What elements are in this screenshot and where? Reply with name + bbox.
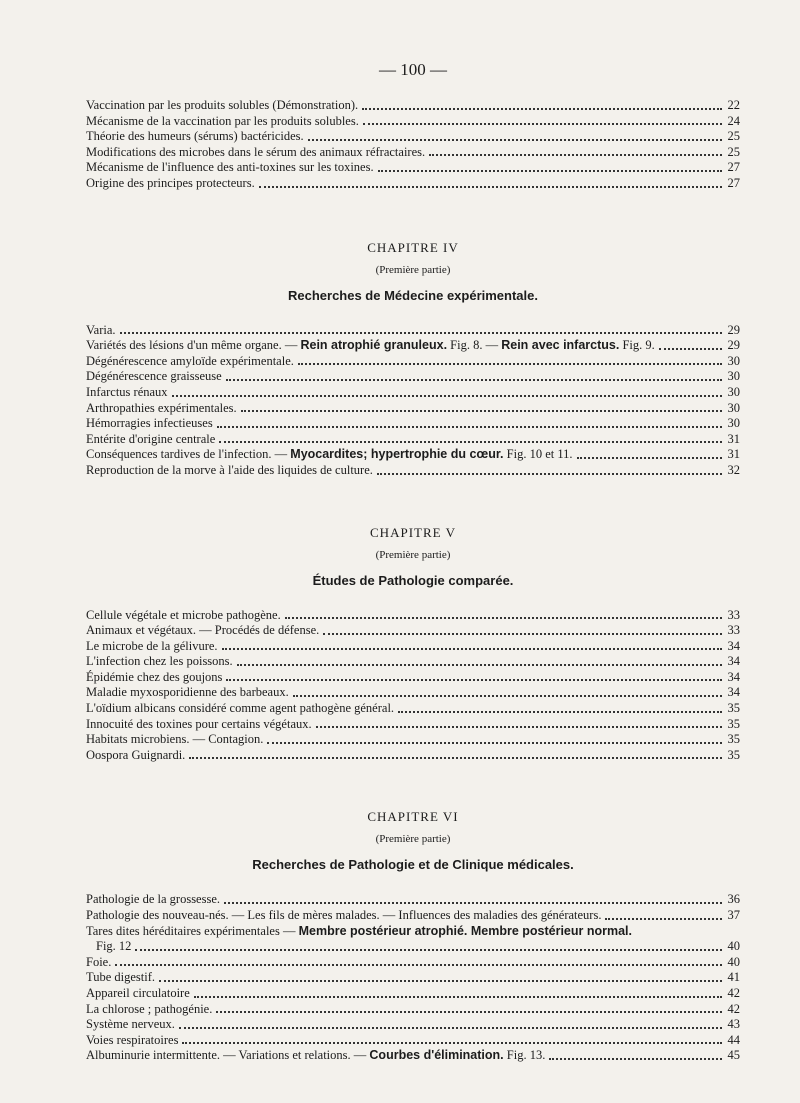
entry-label: Système nerveux. — [86, 1017, 175, 1032]
entry-label: Reproduction de la morve à l'aide des liquides de culture. — [86, 462, 373, 477]
entry-label: Origine des principes protecteurs. — [86, 175, 255, 190]
leader-dots — [316, 726, 722, 728]
entry-label-text: Conséquences tardives de l'infection. — — [86, 447, 288, 462]
chapter-part: (Première partie) — [375, 263, 451, 276]
entry-label-text: Tares dites héréditaires expérimentales — — [86, 923, 296, 938]
leader-dots — [605, 918, 722, 920]
entry-page: 34 — [727, 669, 740, 684]
entry-page: 29 — [727, 338, 740, 353]
entry-page: 41 — [727, 970, 740, 985]
leader-dots — [323, 633, 722, 635]
leader-dots — [237, 664, 722, 666]
toc-entry — [86, 463, 740, 479]
entry-label: Voies respiratoires — [86, 1032, 179, 1047]
toc-entry — [86, 908, 740, 924]
toc-entry — [86, 401, 740, 417]
leader-dots — [577, 457, 723, 459]
entry-page: 43 — [727, 1017, 740, 1032]
entry-label: Arthropathies expérimentales. — [86, 400, 237, 415]
toc-page — [86, 60, 740, 1064]
toc-entry — [86, 1017, 740, 1033]
entry-page: 31 — [727, 447, 740, 462]
leader-dots — [135, 949, 722, 951]
entry-label: Hémorragies infectieuses — [86, 416, 213, 431]
entry-page: 29 — [727, 322, 740, 337]
chapter-part: (Première partie) — [375, 548, 451, 561]
entry-label: L'infection chez les poissons. — [86, 654, 233, 669]
entry-page: 30 — [727, 353, 740, 368]
entry-label: Animaux et végétaux. — Procédés de défense. — [86, 623, 320, 638]
entry-rest-text: Fig. 10 et 11. — [503, 447, 573, 462]
leader-dots — [226, 679, 722, 681]
toc-entry — [86, 338, 740, 354]
entry-label: Foie. — [86, 954, 112, 969]
leader-dots — [224, 902, 722, 904]
entry-page: 30 — [727, 384, 740, 399]
entry-page: 33 — [727, 607, 740, 622]
toc-entry — [86, 354, 740, 370]
toc-entry — [86, 654, 740, 670]
toc-entry — [86, 129, 740, 145]
leader-dots — [219, 441, 722, 443]
leader-dots — [259, 186, 722, 188]
leader-dots — [216, 1011, 722, 1013]
toc-entry — [86, 176, 740, 192]
leader-dots — [363, 123, 722, 125]
leader-dots — [362, 108, 722, 110]
leader-dots — [182, 1042, 722, 1044]
entry-label: La chlorose ; pathogénie. — [86, 1001, 213, 1016]
chapter-part: (Première partie) — [375, 833, 451, 846]
entry-label: Mécanisme de l'influence des anti-toxines sur les toxines. — [86, 160, 374, 175]
toc-entry — [86, 970, 740, 986]
entry-cont-text: Fig. 12 — [96, 939, 132, 954]
toc-entry — [86, 432, 740, 448]
leader-dots — [115, 964, 722, 966]
toc-entry — [86, 732, 740, 748]
toc-entry — [86, 608, 740, 624]
leader-dots — [226, 379, 722, 381]
toc-entry — [86, 114, 740, 130]
toc-entry — [86, 145, 740, 161]
entry-bold-text: Myocardites; hypertrophie du cœur. — [290, 447, 504, 462]
toc-entry — [86, 160, 740, 176]
entry-bold-text: Membre postérieur atrophié. Membre postérieur normal. — [298, 923, 633, 938]
leader-dots — [659, 348, 722, 350]
toc-entry — [86, 369, 740, 385]
entry-label-text: Variétés des lésions d'un même organe. — — [86, 338, 298, 353]
entry-page: 27 — [727, 160, 740, 175]
entry-label — [86, 447, 573, 463]
leader-dots — [378, 170, 722, 172]
toc-entry — [86, 385, 740, 401]
toc-entry — [86, 701, 740, 717]
leader-dots — [189, 757, 722, 759]
entry-label — [86, 924, 740, 940]
entry-page: 31 — [727, 431, 740, 446]
chapter-v-header — [86, 525, 740, 588]
entry-page: 37 — [727, 908, 740, 923]
entry-label: Maladie myxosporidienne des barbeaux. — [86, 685, 289, 700]
entry-label — [86, 338, 655, 354]
chapter-vi-header — [86, 809, 740, 872]
entry-page: 22 — [727, 98, 740, 112]
leader-dots — [241, 410, 722, 412]
toc-entry — [86, 892, 740, 908]
toc-entry — [86, 748, 740, 764]
entry-page: 44 — [727, 1032, 740, 1047]
leader-dots — [285, 617, 722, 619]
entry-page: 34 — [727, 654, 740, 669]
chapter-title: CHAPITRE IV — [367, 239, 459, 255]
leader-dots — [429, 154, 722, 156]
entry-label: Appareil circulatoire — [86, 986, 190, 1000]
leader-dots — [217, 426, 722, 428]
toc-entry — [86, 685, 740, 701]
entry-page: 32 — [727, 462, 740, 477]
intro-entries — [86, 98, 740, 192]
leader-dots — [293, 695, 722, 697]
entry-label: Dégénérescence amyloïde expérimentale. — [86, 353, 294, 368]
leader-dots — [159, 980, 722, 982]
entry-page: 24 — [727, 113, 740, 128]
toc-entry — [86, 639, 740, 655]
entry-bold-text: Rein avec infarctus. — [501, 338, 620, 353]
entry-page: 27 — [727, 175, 740, 190]
entry-label: Pathologie de la grossesse. — [86, 892, 221, 907]
toc-entry — [86, 98, 740, 114]
entry-rest-text: Fig. 13. — [503, 1048, 546, 1063]
entry-page: 30 — [727, 416, 740, 431]
entry-continuation — [86, 939, 740, 955]
entry-page: 35 — [727, 732, 740, 747]
entry-label: Infarctus rénaux — [86, 384, 168, 399]
entry-page: 40 — [727, 954, 740, 969]
leader-dots — [549, 1058, 722, 1060]
entry-label: Cellule végétale et microbe pathogène. — [86, 607, 281, 622]
leader-dots — [398, 711, 722, 713]
entry-label: Tube digestif. — [86, 970, 155, 985]
leader-dots — [222, 648, 722, 650]
entry-label: Entérite d'origine centrale — [86, 431, 216, 446]
entry-page: 34 — [727, 685, 740, 700]
entry-bold-text: Rein atrophié granuleux. — [300, 338, 448, 353]
leader-dots — [194, 996, 722, 998]
toc-entry — [86, 323, 740, 339]
entry-label: Innocuité des toxines pour certains végétaux. — [86, 716, 312, 731]
chapter-heading: Recherches de Pathologie et de Clinique médicales. — [252, 857, 574, 873]
entry-page: 35 — [727, 716, 740, 731]
entry-page: 35 — [727, 701, 740, 716]
chapter-iv-entries — [86, 323, 740, 479]
entry-label: L'oïdium albicans considéré comme agent pathogène général. — [86, 701, 395, 716]
entry-page: 40 — [727, 939, 740, 954]
chapter-v-entries — [86, 608, 740, 764]
entry-rest-text: Fig. 8. — — [447, 338, 499, 353]
toc-entry — [86, 924, 740, 955]
chapter-title: CHAPITRE VI — [367, 809, 459, 825]
entry-page: 34 — [727, 638, 740, 653]
entry-page: 45 — [727, 1048, 740, 1063]
toc-entry — [86, 986, 740, 1002]
entry-label: Vaccination par les produits solubles (Démonstration). — [86, 98, 359, 112]
entry-label: Dégénérescence graisseuse — [86, 369, 222, 384]
entry-page: 30 — [727, 400, 740, 415]
toc-entry — [86, 670, 740, 686]
toc-entry — [86, 717, 740, 733]
entry-label — [86, 1048, 545, 1064]
leader-dots — [377, 473, 722, 475]
chapter-vi-entries — [86, 892, 740, 1064]
entry-label: Épidémie chez des goujons — [86, 669, 223, 684]
leader-dots — [120, 332, 723, 334]
entry-label: Oospora Guignardi. — [86, 747, 186, 762]
entry-page: 25 — [727, 129, 740, 144]
leader-dots — [179, 1027, 722, 1029]
chapter-iv-header — [86, 240, 740, 303]
page-number: — 100 — — [379, 60, 447, 79]
chapter-heading: Études de Pathologie comparée. — [312, 572, 514, 588]
chapter-title: CHAPITRE V — [370, 524, 456, 540]
toc-entry — [86, 1048, 740, 1064]
toc-entry — [86, 1002, 740, 1018]
toc-entry — [86, 955, 740, 971]
entry-page: 35 — [727, 747, 740, 762]
toc-entry — [86, 1033, 740, 1049]
leader-dots — [267, 742, 722, 744]
entry-label: Varia. — [86, 322, 116, 337]
leader-dots — [298, 363, 722, 365]
entry-label-text: Albuminurie intermittente. — Variations et relations. — — [86, 1048, 367, 1063]
toc-entry — [86, 416, 740, 432]
entry-page: 30 — [727, 369, 740, 384]
entry-label: Théorie des humeurs (sérums) bactéricides. — [86, 129, 304, 144]
toc-entry — [86, 623, 740, 639]
entry-label: Modifications des microbes dans le sérum des animaux réfractaires. — [86, 144, 426, 159]
leader-dots — [308, 139, 722, 141]
entry-page: 42 — [727, 986, 740, 1000]
entry-label: Le microbe de la gélivure. — [86, 638, 218, 653]
entry-label: Habitats microbiens. — Contagion. — [86, 732, 264, 747]
entry-page: 42 — [727, 1001, 740, 1016]
entry-page: 25 — [727, 144, 740, 159]
entry-page: 36 — [727, 892, 740, 907]
entry-label: Pathologie des nouveau-nés. — Les fils de mères malades. — Influences des maladies des générateurs. — [86, 908, 602, 923]
leader-dots — [172, 395, 722, 397]
entry-label: Mécanisme de la vaccination par les produits solubles. — [86, 113, 359, 128]
entry-rest-text: Fig. 9. — [619, 338, 655, 353]
entry-page: 33 — [727, 623, 740, 638]
toc-entry — [86, 447, 740, 463]
entry-bold-text: Courbes d'élimination. — [369, 1048, 504, 1063]
chapter-heading: Recherches de Médecine expérimentale. — [287, 287, 538, 303]
